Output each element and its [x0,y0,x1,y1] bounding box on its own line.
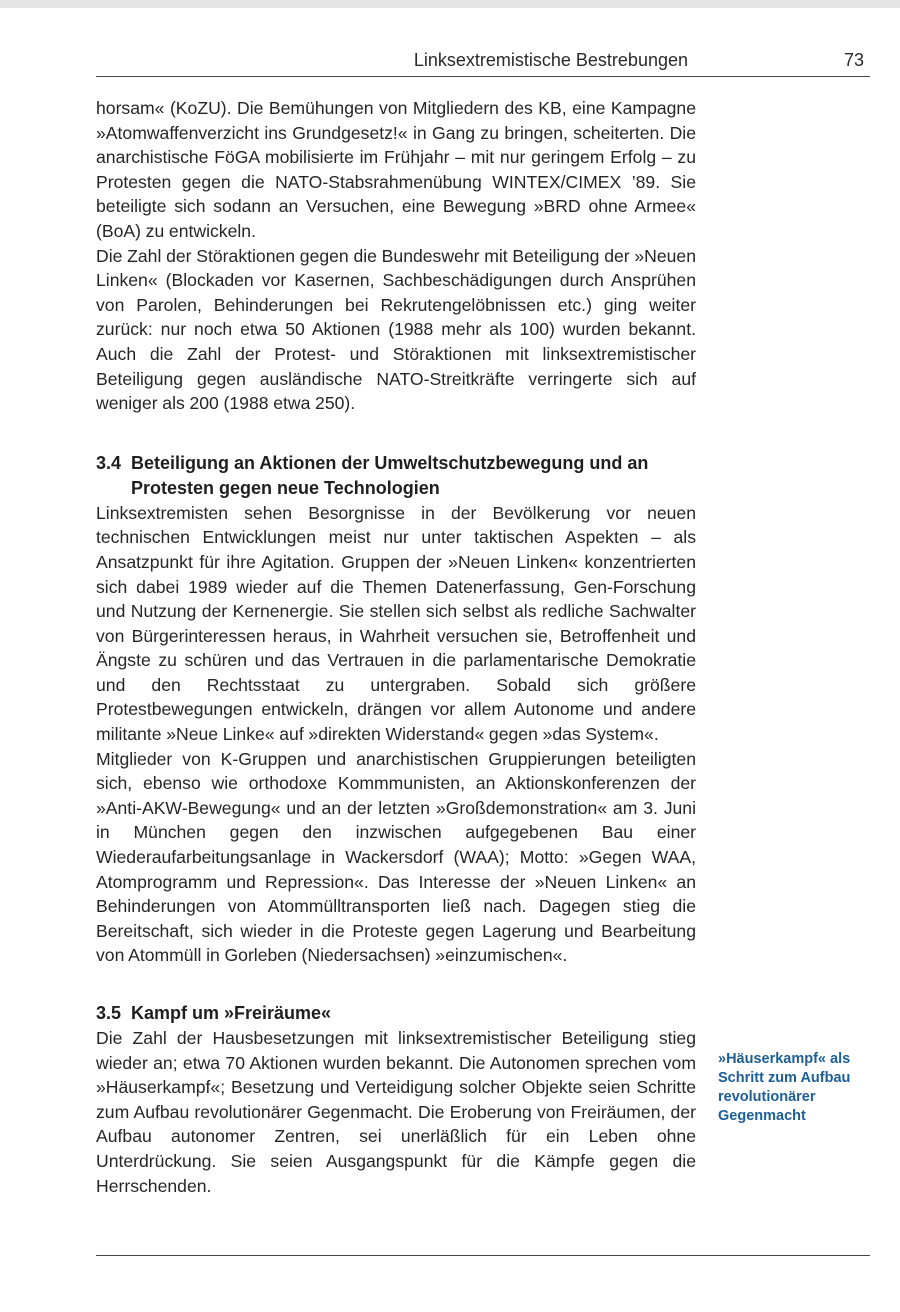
footer-rule [96,1255,870,1256]
section-heading-3-4 [96,451,696,501]
page-number: 73 [843,50,864,70]
main-column [96,96,696,1198]
section-heading-3-5 [96,1001,696,1026]
section-number: 3.4 [96,452,122,473]
paragraph-continuation: horsam« (KoZU). Die Bemühungen von Mitgliedern des KB, eine Kampagne »Atomwaffenverzicht ins Grundgesetz!« in Gang zu bringen, scheiterten. Die anarchistische FöGA mobilisierte im Frühjahr – mit nur geringem Erfolg – zu Protesten gegen die NATO-Stabsrahmenübung WINTEX/CIMEX ’89. Sie beteiligte sich sodann an Versuchen, eine Bewegung »BRD ohne Armee« (BoA) zu entwickeln. [96,98,696,241]
running-header [96,48,870,77]
paragraph-anti-akw: Mitglieder von K-Gruppen und anarchistischen Gruppierungen beteiligten sich, ebenso wie orthodoxe Kommmunisten, an Aktionskonferenzen der »Anti-AKW-Bewegung« und an der letzten »Großdemonstration« am 3. Juni in München gegen den inzwischen aufgegebenen Bau einer Wiederaufarbeitungsanlage in Wackersdorf (WAA); Motto: »Gegen WAA, Atomprogramm und Repression«. Das Interesse der »Neuen Linken« an Behinderungen von Atommülltransporten ließ nach. Dagegen stieg die Bereitschaft, sich wieder in die Proteste gegen Lagerung und Bearbeitung von Atommüll in Gorleben (Niedersachsen) »einzumischen«. [96,748,696,966]
margin-note: »Häuserkampf« als Schritt zum Aufbau revolutionärer Gegenmacht [718,1051,851,1124]
section-title: Kampf um »Freiräume« [131,1003,332,1023]
running-title: Linksextremistische Bestrebungen [413,50,688,70]
paragraph-bundeswehr-actions: Die Zahl der Störaktionen gegen die Bundeswehr mit Beteiligung der »Neuen Linken« (Blockaden vor Kasernen, Sachbeschädigungen durch Ansprühen von Parolen, Behinderungen bei Rekrutengelöbnissen etc.) ging weiter zurück: nur noch etwa 50 Aktionen (1988 mehr als 100) wurden bekannt. Auch die Zahl der Protest- und Störaktionen mit linksextremistischer Beteiligung gegen ausländische NATO-Streitkräfte verringerte sich auf weniger als 200 (1988 etwa 250). [96,245,696,414]
section-number: 3.5 [96,1003,122,1023]
scan-top-edge [0,0,900,8]
paragraph-environment-protests: Linksextremisten sehen Besorgnisse in der Bevölkerung vor neuen technischen Entwicklungen meist nur unter taktischen Aspekten – als Ansatzpunkt für ihre Agitation. Gruppen der »Neuen Linken« konzentrierten sich dabei 1989 wieder auf die Themen Datenerfassung, Gen-Forschung und Nutzung der Kernenergie. Sie stellen sich selbst als redliche Sachwalter von Bürgerinteressen heraus, in Wahrheit versuchen sie, Betroffenheit und Ängste zu schüren und das Vertrauen in die parlamentarische Demokratie und den Rechtsstaat zu untergraben. Sobald sich größere Protestbewegungen entwickeln, drängen vor allem Autonome und andere militante »Neue Linke« auf »direkten Widerstand« gegen »das System«. [96,502,696,745]
section-title: Beteiligung an Aktionen der Umweltschutzbewegung und an Protesten gegen neue Technologien [131,452,649,498]
paragraph-squatting: Die Zahl der Hausbesetzungen mit linksextremistischer Beteiligung stieg wieder an; etwa 70 Aktionen wurden bekannt. Die Autonomen sprechen vom »Häuserkampf«; Besetzung und Verteidigung solcher Objekte seien Schritte zum Aufbau revolutionärer Gegenmacht. Die Eroberung von Freiräumen, der Aufbau autonomer Zentren, sei unerläßlich für ein Leben ohne Unterdrückung. Sie seien Ausgangspunkt für die Kämpfe gegen die Herrschenden. [96,1028,696,1196]
